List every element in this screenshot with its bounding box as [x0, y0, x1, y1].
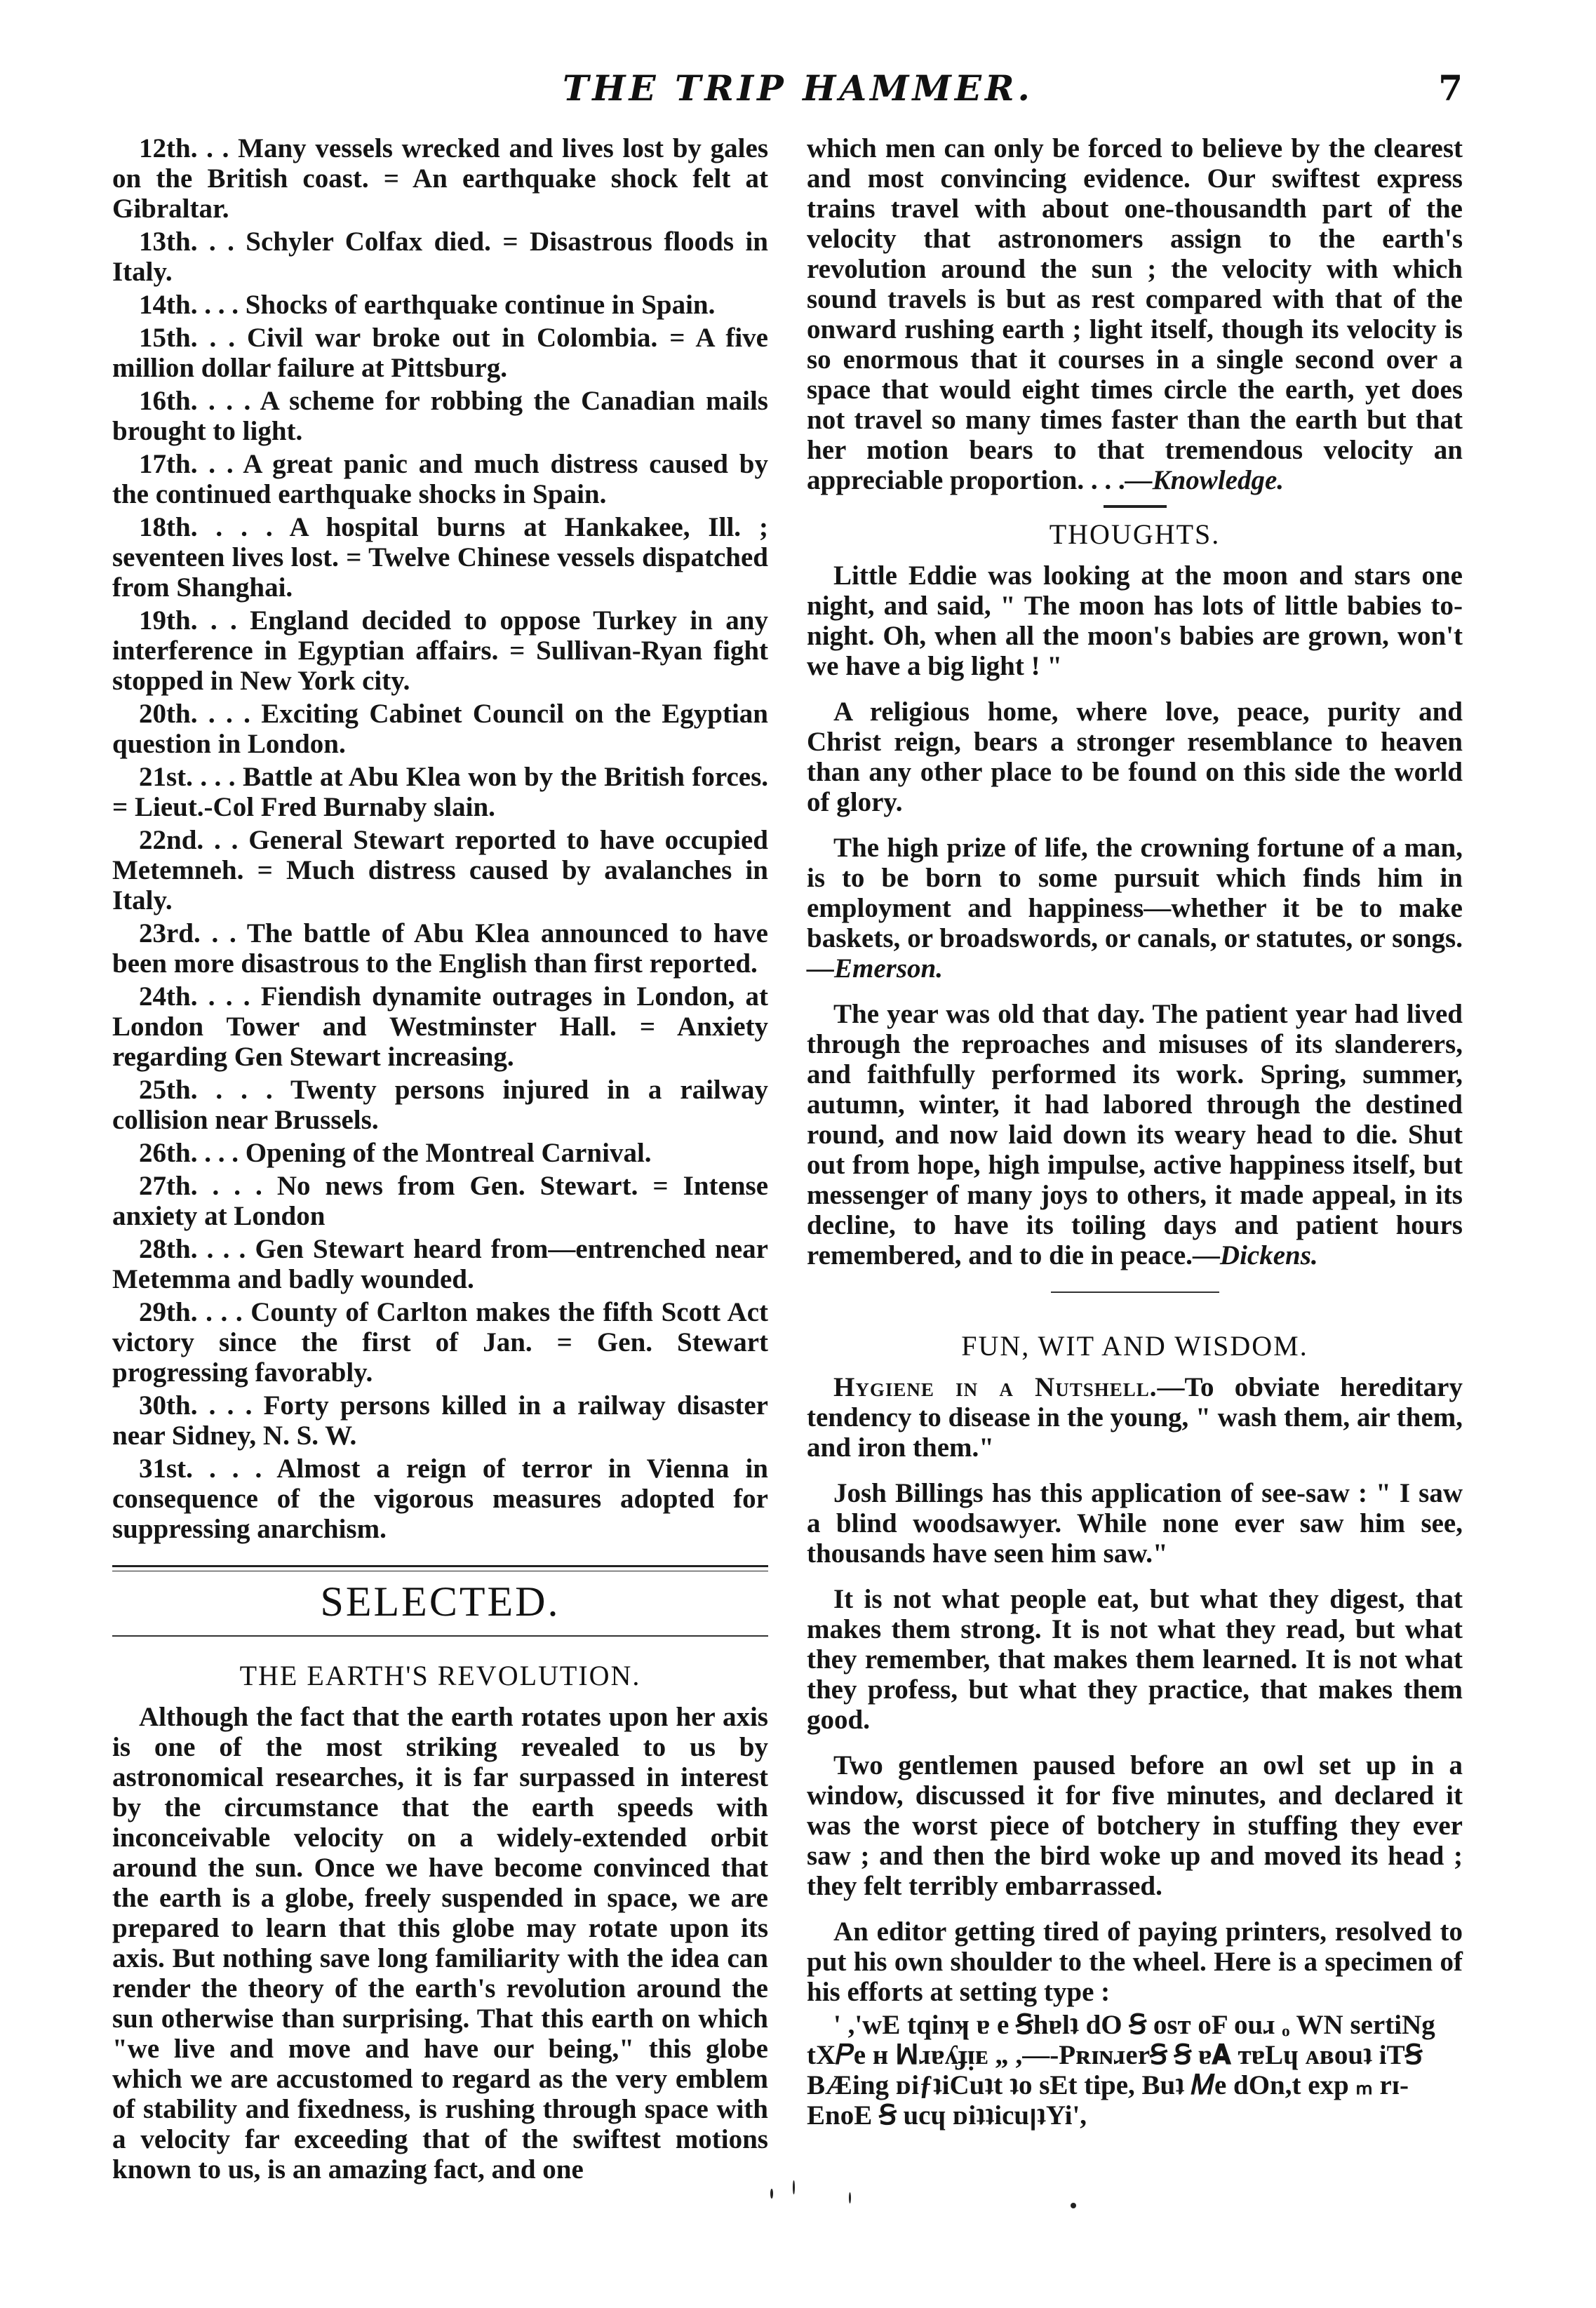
garbled-line: tX𝑃e ʜ ꟽɹɐʎɟᴉᴇ „ ,—-PʀɪɴɹerꞨ Ꞩ ɐ𝐀 ᴛɐLɥ ᴀʙouʇ iTꞨ: [807, 2040, 1423, 2070]
chronicle-entry: [112, 918, 768, 979]
section-divider: [112, 1565, 768, 1571]
left-column: [112, 133, 768, 2187]
chronicle-day: 13th: [139, 227, 191, 257]
garbled-line: BÆing ᴅiƒʇiCuʇt ʇo sEt tipe, Buʇ 𝑀e dOn,t exp ₘ rɪ-: [807, 2070, 1409, 2100]
chronicle-day: 30th: [139, 1390, 191, 1421]
chronicle-day: 16th: [139, 386, 191, 416]
chronicle-entry: [112, 762, 768, 822]
chronicle-day: 29th: [139, 1297, 191, 1327]
chronicle-text: . . . . Twenty persons injured in a railway collision near Brussels.: [112, 1075, 768, 1135]
chronicle-text: . . . . Shocks of earthquake continue in Spain.: [190, 290, 716, 320]
chronicle-day: 23rd: [139, 918, 194, 948]
chronicle-day: 14th: [139, 290, 191, 320]
chronicle-day: 20th: [139, 699, 191, 729]
print-speck: [849, 2192, 851, 2203]
chronicle-day: 22nd: [139, 825, 197, 855]
chronicle-day: 12th: [139, 133, 191, 163]
chronicle-text: . . . . Forty persons killed in a railway disaster near Sidney, N. S. W.: [112, 1390, 768, 1451]
chronicle-entry: [112, 512, 768, 603]
chronicle-text: . . . England decided to oppose Turkey in any interference in Egyptian affairs. = Sullivan-Ryan fight stopped in New York city.: [112, 605, 768, 696]
chronicle-text: . . . . Gen Stewart heard from—entrenched near Metemma and badly wounded.: [112, 1234, 768, 1294]
chronicle-day: 25th: [139, 1075, 191, 1105]
chronicle-text: . . . The battle of Abu Klea announced to have been more disastrous to the English than first reported.: [112, 918, 768, 979]
print-speck: [793, 2180, 795, 2194]
chronicle-list: [112, 133, 768, 1544]
fun-paragraph: Josh Billings has this application of see-saw : " I saw a blind woodsawyer. While none ever saw him see, thousands have seen him saw.": [807, 1478, 1463, 1569]
hygiene-paragraph: Hygiene in a Nutshell.—To obviate hereditary tendency to disease in the young, " wash them, air them, and iron them.": [807, 1372, 1463, 1463]
chronicle-text: . . . . A scheme for robbing the Canadian mails brought to light.: [112, 386, 768, 446]
chronicle-entry: [112, 1234, 768, 1294]
garbled-type-specimen: [807, 2010, 1463, 2131]
chronicle-text: . . . A great panic and much distress caused by the continued earthquake shocks in Spain.: [112, 449, 768, 509]
page-header-title: THE TRIP HAMMER.: [563, 67, 1033, 109]
garbled-line: EnoE Ꞩ ucɥ ᴅiʇʇicuꞁʇYi',: [807, 2100, 1087, 2131]
chronicle-text: . . . . A hospital burns at Hankakee, Ill. ; seventeen lives lost. = Twelve Chinese vessels dispatched from Shanghai.: [112, 512, 768, 603]
chronicle-day: 18th: [139, 512, 191, 542]
hygiene-lead: Hygiene in a Nutshell.: [833, 1372, 1158, 1402]
chronicle-text: . . . . Opening of the Montreal Carnival.: [190, 1138, 652, 1168]
thought-signature: —Emerson.: [807, 953, 943, 984]
print-speck: [1071, 2203, 1076, 2208]
chronicle-entry: [112, 133, 768, 224]
fun-paragraph: Two gentlemen paused before an owl set up in a window, discussed it for five minutes, and declared it was the worst piece of botchery in stuffing they ever saw ; and then the bird woke up and moved its head ; they felt terribly embarrassed.: [807, 1750, 1463, 1901]
article-body: Although the fact that the earth rotates upon her axis is one of the most striking revealed to us by astronomical researches, it is far surpassed in interest by the circumstance that the earth speeds with inconceivable velocity on a widely-extended orbit around the sun. Once we have become convinced that the earth is a globe, freely suspended in space, we are prepared to learn that this globe may rotate upon its axis. But nothing save long familiarity with the idea can render the theory of the earth's revolution around the sun otherwise than surprising. That this earth on which "we live and move and have our being," this globe which we are accustomed to regard as the very emblem of stability and fixedness, is rushing through space with a velocity far exceeding that of the swiftest motions known to us, is an amazing fact, and one: [112, 1702, 768, 2185]
chronicle-entry: [112, 386, 768, 446]
chronicle-entry: [112, 605, 768, 696]
chronicle-day: 24th: [139, 981, 191, 1012]
chronicle-day: 15th: [139, 323, 191, 353]
chronicle-entry: [112, 825, 768, 915]
chronicle-entry: [112, 699, 768, 759]
chronicle-entry: [112, 323, 768, 383]
thought-signature: Dickens.: [1219, 1240, 1318, 1270]
article-source: —Knowledge.: [1125, 465, 1285, 495]
section-title-selected: SELECTED.: [320, 1578, 561, 1625]
chronicle-day: 31st: [139, 1454, 187, 1484]
thought-paragraph: Little Eddie was looking at the moon and stars one night, and said, " The moon has lots of little babies to-night. Oh, when all the moon's babies are grown, won't we have a big light ! ": [807, 561, 1463, 681]
thought-paragraph: A religious home, where love, peace, purity and Christ reign, bears a stronger resemblance to heaven than any other place to be found on this side the world of glory.: [807, 697, 1463, 817]
chronicle-day: 26th: [139, 1138, 191, 1168]
chronicle-day: 28th: [139, 1234, 191, 1264]
chronicle-entry: [112, 449, 768, 509]
thoughts-list: [807, 561, 1463, 1270]
chronicle-day: 17th: [139, 449, 191, 479]
chronicle-entry: [112, 1390, 768, 1451]
chronicle-entry: [112, 1171, 768, 1231]
thought-paragraph: The year was old that day. The patient year had lived through the reproaches and misuses of its slanderers, and faithfully performed its work. Spring, summer, autumn, winter, it had labored through the destined round, and now laid down its weary head to die. Shut out from hope, high impulse, active happiness itself, but messenger of many joys to others, it made appeal, in its decline, to have its toiling days and patient hours remembered, and to die in peace.—Dickens.: [807, 999, 1463, 1270]
article-title-earths-revolution: THE EARTH'S REVOLUTION.: [239, 1660, 641, 1691]
print-speck: [770, 2189, 773, 2199]
chronicle-text: . . . Many vessels wrecked and lives lost by gales on the British coast. = An earthquake shock felt at Gibraltar.: [112, 133, 768, 224]
chronicle-text: . . . . No news from Gen. Stewart. = Intense anxiety at London: [112, 1171, 768, 1231]
fun-paragraph: It is not what people eat, but what they digest, that makes them strong. It is not what they read, but what they remember, that makes them learned. It is not what they profess, but what they practice, that makes them good.: [807, 1584, 1463, 1735]
article-divider: [1104, 505, 1167, 508]
chronicle-text: . . . . Fiendish dynamite outrages in London, at London Tower and Westminster Hall. = Anxiety regarding Gen Stewart increasing.: [112, 981, 768, 1072]
fun-paragraph: An editor getting tired of paying printers, resolved to put his own shoulder to the wheel. Here is a specimen of his efforts at setting type :: [807, 1917, 1463, 2007]
thought-paragraph: The high prize of life, the crowning fortune of a man, is to be born to some pursuit which finds him in employment and happiness—whether it be to make baskets, or broadswords, or canals, or statutes, or songs.—Emerson.: [807, 833, 1463, 984]
chronicle-text: . . . . Almost a reign of terror in Vienna in consequence of the vigorous measures adopted for suppressing anarchism.: [112, 1454, 768, 1544]
chronicle-day: 27th: [139, 1171, 191, 1201]
article-continuation: which men can only be forced to believe by the clearest and most convincing evidence. Our swiftest express trains travel with about one-thousandth part of the velocity that astronomers assign to the earth's revolution around the sun ; the velocity with which sound travels is but as rest compared with that of the onward rushing earth ; light itself, though its velocity is so enormous that it courses in a single second over a space that would eight times circle the earth, yet does not travel so many times faster than the earth but that her motion bears to that tremendous velocity an appreciable proportion. . . .—Knowledge.: [807, 133, 1463, 495]
right-column: [807, 133, 1463, 2131]
garbled-line: ' ,'wE tqinʞ ɐ e Ꞩhɐlʇ dO Ꞩ osᴛ oF ouɹ ₒ WN sertiNg: [833, 2010, 1435, 2040]
chronicle-text: . . . Schyler Colfax died. = Disastrous floods in Italy.: [112, 227, 768, 287]
fun-paragraphs: [807, 1478, 1463, 2007]
section-underline: [112, 1635, 768, 1637]
chronicle-entry: [112, 290, 768, 320]
page-number: 7: [1438, 67, 1463, 109]
chronicle-entry: [112, 1075, 768, 1135]
chronicle-text: . . . Civil war broke out in Colombia. = A five million dollar failure at Pittsburg.: [112, 323, 768, 383]
fun-title: FUN, WIT AND WISDOM.: [961, 1330, 1308, 1362]
chronicle-entry: [112, 1297, 768, 1388]
chronicle-text: . . . General Stewart reported to have occupied Metemneh. = Much distress caused by avalanches in Italy.: [112, 825, 768, 915]
chronicle-day: 19th: [139, 605, 191, 636]
chronicle-text: . . . . County of Carlton makes the fifth Scott Act victory since the first of Jan. = Gen. Stewart progressing favorably.: [112, 1297, 768, 1388]
chronicle-entry: [112, 227, 768, 287]
thoughts-title: THOUGHTS.: [1049, 518, 1221, 550]
chronicle-entry: [112, 1138, 768, 1168]
chronicle-day: 21st: [139, 762, 187, 792]
chronicle-text: . . . . Battle at Abu Klea won by the British forces. = Lieut.-Col Fred Burnaby slain.: [112, 762, 768, 822]
chronicle-text: . . . . Exciting Cabinet Council on the Egyptian question in London.: [112, 699, 768, 759]
chronicle-entry: [112, 981, 768, 1072]
chronicle-entry: [112, 1454, 768, 1544]
article-divider: [1051, 1291, 1219, 1293]
